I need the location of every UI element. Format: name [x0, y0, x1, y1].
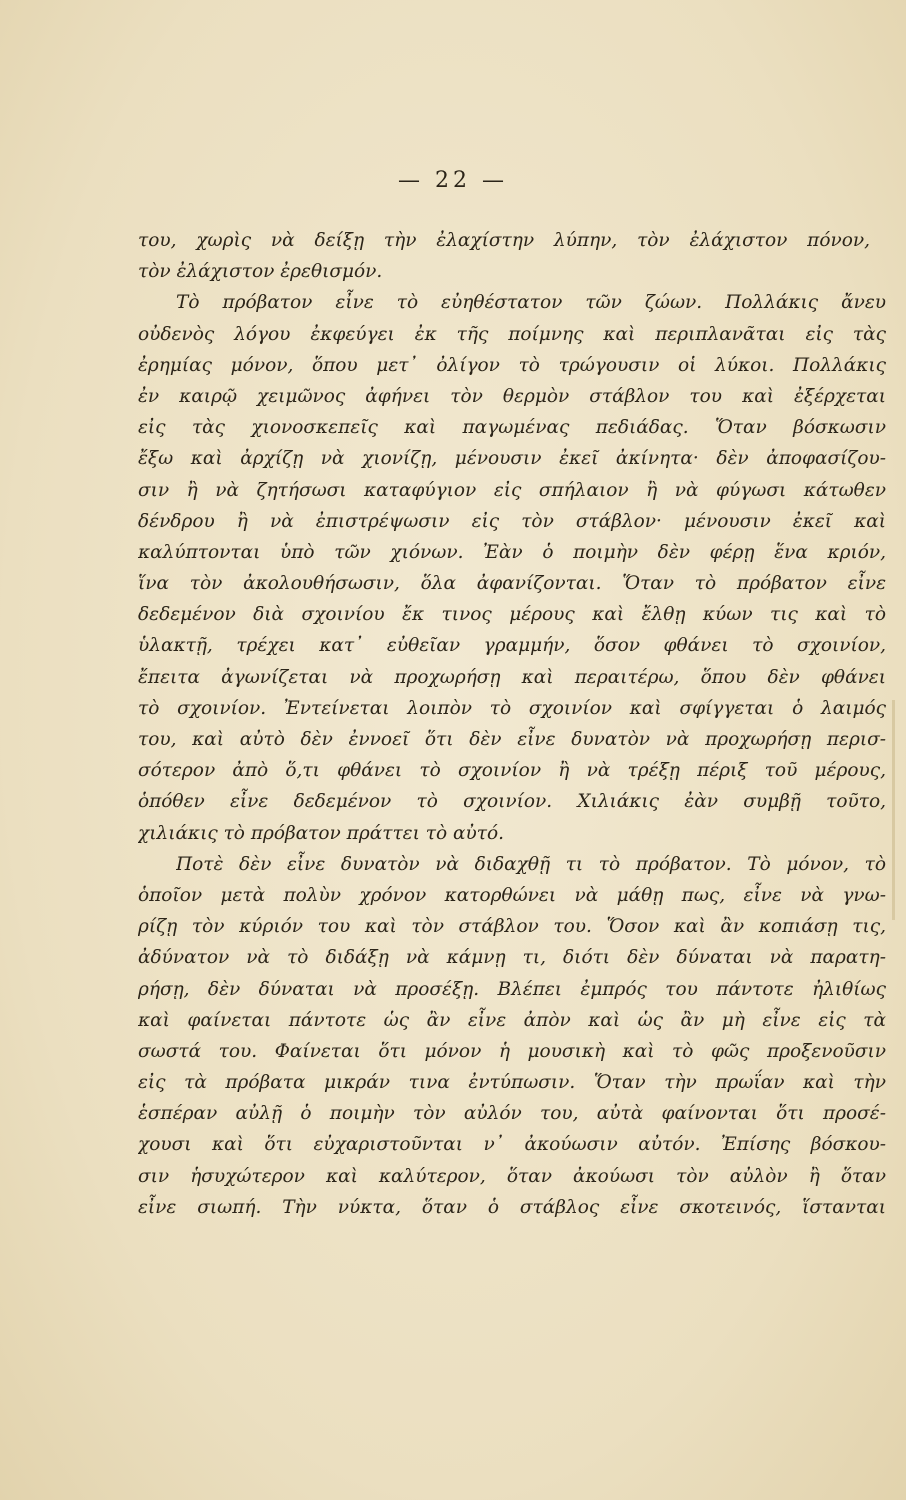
text-line: Ποτὲ δὲν εἶνε δυνατὸν νὰ διδαχθῇ τι τὸ πρόβατον. Τὸ μόνον, τὸ — [176, 853, 886, 875]
text-line: σιν ἢ νὰ ζητήσωσι καταφύγιον εἰς σπήλαιον ἢ νὰ φύγωσι κάτωθεν — [138, 479, 886, 501]
text-line: ρήσῃ, δὲν δύναται νὰ προσέξῃ. Βλέπει ἐμπρός του πάντοτε ἠλιθίως — [138, 978, 886, 1000]
page-number: — 22 — — [398, 168, 508, 193]
text-line: ὁπόθεν εἶνε δεδεμένον τὸ σχοινίον. Χιλιάκις ἐὰν συμβῇ τοῦτο, — [138, 791, 886, 813]
text-line: καλύπτονται ὑπὸ τῶν χιόνων. Ἐὰν ὁ ποιμὴν δὲν φέρῃ ἕνα κριόν, — [138, 541, 886, 563]
text-line: ἔξω καὶ ἀρχίζῃ νὰ χιονίζῃ, μένουσιν ἐκεῖ ἀκίνητα· δὲν ἀποφασίζου- — [138, 448, 886, 470]
text-line: σιν ἡσυχώτερον καὶ καλύτερον, ὅταν ἀκούωσι τὸν αὐλὸν ἢ ὅταν — [138, 1165, 886, 1187]
text-line: εἰς τὰς χιονοσκεπεῖς καὶ παγωμένας πεδιάδας. Ὅταν βόσκωσιν — [138, 417, 886, 439]
text-line: δένδρου ἢ νὰ ἐπιστρέψωσιν εἰς τὸν στάβλον· μένουσιν ἐκεῖ καὶ — [138, 510, 886, 532]
page-edge-shadow — [892, 700, 895, 920]
text-line: οὐδενὸς λόγου ἐκφεύγει ἐκ τῆς ποίμνης καὶ περιπλανᾶται εἰς τὰς — [138, 323, 886, 345]
text-line: ἐν καιρῷ χειμῶνος ἀφήνει τὸν θερμὸν στάβλον του καὶ ἐξέρχεται — [138, 385, 886, 407]
text-line: του, καὶ αὐτὸ δὲν ἐννοεῖ ὅτι δὲν εἶνε δυνατὸν νὰ προχωρήσῃ περισ- — [138, 729, 886, 750]
text-line: ἐρημίας μόνον, ὅπου μετ᾽ ὀλίγον τὸ τρώγουσιν οἱ λύκοι. Πολλάκις — [138, 354, 886, 376]
text-line: σωστά του. Φαίνεται ὅτι μόνον ἡ μουσικὴ καὶ τὸ φῶς προξενοῦσιν — [138, 1040, 886, 1062]
text-line: εἶνε σιωπή. Τὴν νύκτα, ὅταν ὁ στάβλος εἶνε σκοτεινός, ἵστανται — [138, 1196, 886, 1218]
text-line: ἵνα τὸν ἀκολουθήσωσιν, ὅλα ἀφανίζονται. Ὅταν τὸ πρόβατον εἶνε — [138, 573, 886, 595]
text-line: χουσι καὶ ὅτι εὐχαριστοῦνται ν᾽ ἀκούωσιν αὐτόν. Ἐπίσης βόσκου- — [138, 1134, 886, 1156]
text-line: του, χωρὶς νὰ δείξῃ τὴν ἐλαχίστην λύπην, τὸν ἐλάχιστον πόνον, — [138, 230, 870, 251]
text-line: εἰς τὰ πρόβατα μικράν τινα ἐντύπωσιν. Ὅταν τὴν πρωΐαν καὶ τὴν — [138, 1072, 886, 1094]
text-line: ἔπειτα ἀγωνίζεται νὰ προχωρήσῃ καὶ περαιτέρω, ὅπου δὲν φθάνει — [138, 666, 886, 688]
text-line: χιλιάκις τὸ πρόβατον πράττει τὸ αὐτό. — [138, 822, 504, 844]
text-line: δεδεμένον διὰ σχοινίου ἔκ τινος μέρους καὶ ἔλθῃ κύων τις καὶ τὸ — [138, 604, 886, 626]
text-line: ἀδύνατον νὰ τὸ διδάξῃ νὰ κάμνῃ τι, διότι δὲν δύναται νὰ παρατη- — [138, 947, 886, 969]
text-line: Τὸ πρόβατον εἶνε τὸ εὐηθέστατον τῶν ζώων. Πολλάκις ἄνευ — [176, 292, 886, 314]
text-line: καὶ φαίνεται πάντοτε ὡς ἂν εἶνε ἀπὸν καὶ ὡς ἂν μὴ εἶνε εἰς τὰ — [138, 1009, 886, 1031]
text-line: ἑσπέραν αὐλῇ ὁ ποιμὴν τὸν αὐλόν του, αὐτὰ φαίνονται ὅτι προσέ- — [138, 1103, 886, 1125]
text-line: σότερον ἀπὸ ὅ,τι φθάνει τὸ σχοινίον ἢ νὰ τρέξῃ πέριξ τοῦ μέρους, — [138, 760, 886, 782]
text-line: τὸ σχοινίον. Ἐντείνεται λοιπὸν τὸ σχοινίον καὶ σφίγγεται ὁ λαιμός — [138, 697, 886, 719]
text-line: ὑλακτῇ, τρέχει κατ᾽ εὐθεῖαν γραμμήν, ὅσον φθάνει τὸ σχοινίον, — [138, 635, 886, 657]
text-line: τὸν ἐλάχιστον ἐρεθισμόν. — [138, 261, 383, 283]
text-line: ὁποῖον μετὰ πολὺν χρόνον κατορθώνει νὰ μάθῃ πως, εἶνε νὰ γνω- — [138, 884, 886, 906]
body-text — [138, 225, 886, 1223]
text-line: ρίζῃ τὸν κύριόν του καὶ τὸν στάβλον του. Ὅσον καὶ ἂν κοπιάσῃ τις, — [138, 916, 886, 938]
